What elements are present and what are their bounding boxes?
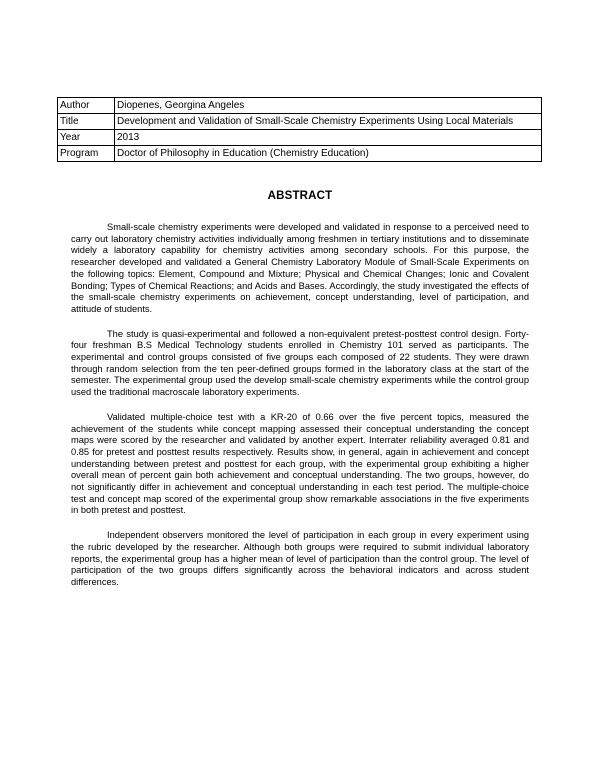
title-value: Development and Validation of Small-Scale Chemistry Experiments Using Local Materials [115,114,542,130]
author-label: Author [58,98,115,114]
abstract-body [71,222,529,602]
abstract-paragraph: The study is quasi-experimental and followed a non-equivalent pretest-posttest control design. Forty-four freshman B.S Medical Technology students enrolled in Chemistry 101 served as participants. The experimental and control groups consisted of five groups each composed of 22 students. They were drawn through random selection from the ten peer-defined groups formed in the laboratory class at the start of the semester. The experimental group used the develop small-scale chemistry experiments while the control group used the traditional macroscale laboratory experiments. [71,328,529,398]
title-row [58,114,542,130]
abstract-paragraph: Validated multiple-choice test with a KR-20 of 0.66 over the five percent topics, measured the achievement of the students while concept mapping assessed their conceptual understanding the concept maps were scored by the researcher and validated by another expert. Interrater reliability averaged 0.81 and 0.85 for pretest and posttest results respectively. Results show, in general, again in achievement and concept understanding between pretest and posttest for each group, with the experimental group exhibiting a higher overall mean of percent gain both achievement and conceptual understanding. The two groups, however, do not significantly differ in achievement and conceptual understanding in each test period. The multiple-choice test and concept map scored of the experimental group show remarkable associations in the five experiments in both pretest and posttest. [71,411,529,516]
year-value: 2013 [115,130,542,146]
title-label: Title [58,114,115,130]
program-label: Program [58,146,115,162]
program-value: Doctor of Philosophy in Education (Chemistry Education) [115,146,542,162]
author-row [58,98,542,114]
abstract-paragraph: Independent observers monitored the level of participation in each group in every experiment using the rubric developed by the researcher. Although both groups were required to submit individual laboratory reports, the experimental group has a higher mean of level of participation than the control group. The level of participation of the two groups differs significantly across the behavioral indicators and across student differences. [71,530,529,587]
author-value: Diopenes, Georgina Angeles [115,98,542,114]
program-row [58,146,542,162]
year-label: Year [58,130,115,146]
year-row [58,130,542,146]
abstract-heading: ABSTRACT [267,190,333,202]
abstract-paragraph: Small-scale chemistry experiments were developed and validated in response to a perceived need to carry out laboratory chemistry activities individually among freshmen in tertiary institutions and to disseminate widely a laboratory capability for chemistry activities among secondary schools. For this purpose, the researcher developed and validated a General Chemistry Laboratory Module of Small-Scale Experiments on the following topics: Element, Compound and Mixture; Physical and Chemical Changes; Ionic and Covalent Bonding; Types of Chemical Reactions; and Acids and Bases. Accordingly, the study investigated the effects of the small-scale chemistry experiments on achievement, concept understanding, level of participation, and attitude of students. [71,222,529,314]
metadata-table [57,97,542,162]
